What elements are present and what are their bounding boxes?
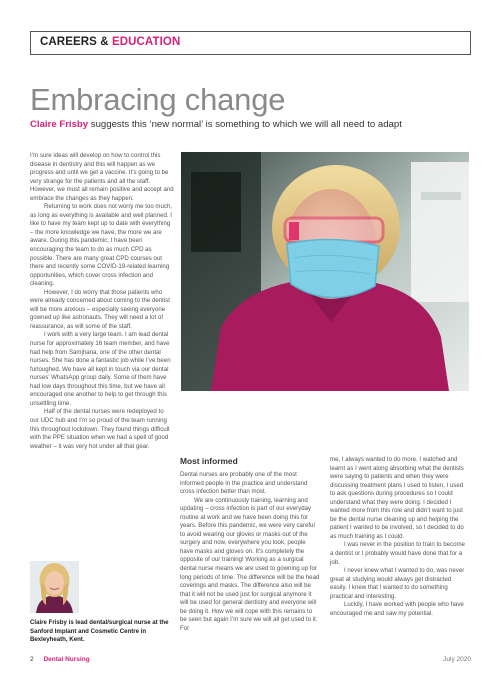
- body-paragraph: We are continuously training, learning and updating – cross infection is part of our everyday routine at work and we have been doing this for years. Before this pandemic, we were very careful to avoid wearing our gloves or masks out of the surgery and now, everywhere you look, people have masks and gloves on. It’s completely the opposite of our training! Working as a surgical dental nurse means we are used to gowning up for long periods of time. The difference will be the head coverings and masks. The difference also will be that it will not be used just for surgical anymore it will be used for general dentistry and everyone will be doing it. How we will cope with this remains to be seen but again I’m sure we will all get used to it. For: [180, 496, 320, 632]
- body-paragraph: I was never in the position to train to become a dentist or I probably would have done that for a job.: [330, 541, 465, 566]
- nurse-ppe-photo: [181, 152, 469, 391]
- subheading-most-informed: Most informed: [180, 456, 238, 466]
- page-footer: [30, 656, 471, 663]
- article-standfirst: [30, 119, 490, 130]
- body-paragraph: Dental nurses are probably one of the most informed people in the practice and understand cross infection better than most.: [180, 471, 308, 496]
- body-paragraph: me, I always wanted to do more. I watched and learnt as I went along absorbing what the dentists were saying to patients and when they were discussing treatment plans I used to listen, I used to ask questions during procedures so I could understand what they were doing. I decided I wanted more from this role and didn’t want to just be the dental nurse cleaning up and helping the patient I wanted to be involved, so I decided to do as much training as I could.: [330, 456, 464, 540]
- body-paragraph: I never knew what I wanted to do, was never great at studying would always get distracted easily. I knew that I wanted to do something practical and interesting.: [330, 567, 465, 600]
- article-column-1: [30, 152, 174, 451]
- body-paragraph: However, I do worry that those patients who were already concerned about coming to the dentist will be more anxious – especially seeing everyone gowned up like astronauts. They will need a lot of reassurance, as will some of the staff.: [30, 288, 170, 330]
- page-number: 2: [30, 656, 34, 663]
- issue-date: July 2020: [443, 656, 471, 663]
- article-headline: Embracing change: [30, 82, 286, 117]
- article-column-3: [330, 456, 468, 618]
- body-paragraph: Returning to work does not worry me too much, as long as everything is available and well planned. I like to have my team kept up to date with everything – the more knowledge we have, the more we are aware. During this pandemic, I have been encouraging the team to do as much CPD as possible. There are many great CPD courses out there and recently some COVID-19-related learning opportunities, which cover cross infection and cleaning.: [30, 203, 173, 288]
- magazine-name: Dental Nursing: [43, 656, 90, 663]
- standfirst-text: suggests this ‘new normal’ is something to which we will all need to adapt: [90, 119, 402, 130]
- body-paragraph: Half of the dental nurses were redeployed to our UDC hub and I’m so proud of the team running this throughout lockdown. They found things difficult with the PPE situation when we had a spell of good weather – it was very hot under all that gear.: [30, 408, 170, 450]
- caption-text: is lead dental/surgical nurse at the Sanford Implant and Cosmetic Centre in Bexleyheath, Kent.: [30, 619, 169, 644]
- section-header: [30, 31, 471, 55]
- author-headshot-photo: [30, 561, 79, 613]
- section-label-education: EDUCATION: [111, 36, 181, 48]
- body-paragraph: I work with a very large team. I am lead dental nurse for approximately 16 team member, and have had help from Samjhana, one of the other dental nurses. She has done a fantastic job while I’ve been furloughed. We have all kept in touch via our dental nurses’ WhatsApp group daily. Some of them have had low days throughout this time, but we have all encouraged one another to help to get through this unsettling time.: [30, 331, 171, 407]
- standfirst-author: Claire Frisby: [30, 119, 89, 130]
- body-paragraph: Luckily, I have worked with people who have encouraged me and saw my potential.: [330, 601, 464, 617]
- caption-name: Claire Frisby: [30, 619, 67, 626]
- article-column-2: [180, 456, 320, 633]
- author-caption: [30, 619, 180, 645]
- section-label-careers: CAREERS &: [40, 36, 109, 48]
- body-paragraph: I’m sure ideas will develop on how to control this disease in dentistry and this will happen as we progress and until we get a vaccine. It’s going to be very strange for the patients and all the staff. However, we must all remain positive and accept and embrace the changes as they happen.: [30, 152, 174, 202]
